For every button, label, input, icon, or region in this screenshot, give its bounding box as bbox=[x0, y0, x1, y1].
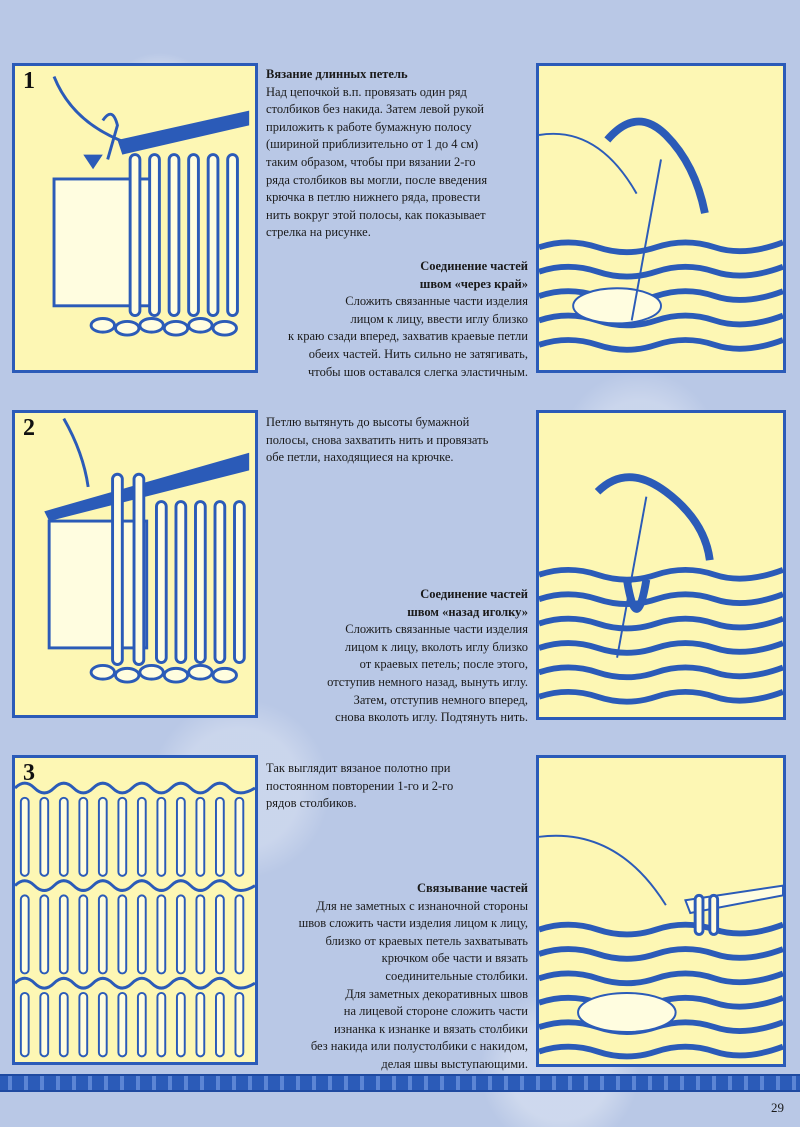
step1-text bbox=[266, 66, 526, 242]
seam2-text bbox=[266, 586, 528, 727]
text-line: Над цепочкой в.п. провязать один ряд bbox=[266, 84, 467, 99]
text-line: крючком обе части и вязать bbox=[381, 951, 528, 966]
seam3-title-line: Связывание частей bbox=[417, 881, 528, 895]
text-line: на лицевой стороне сложить части bbox=[343, 1004, 528, 1019]
text-line: Для не заметных с изнаночной стороны bbox=[316, 898, 528, 913]
text-line: лицом к лицу, ввести иглу близко bbox=[350, 311, 528, 326]
seam1-title-line: швом «через край» bbox=[419, 276, 528, 291]
text-line: обе петли, находящиеся на крючке. bbox=[266, 450, 454, 465]
page-number: 29 bbox=[771, 1100, 784, 1115]
step1-title: Вязание длинных петель bbox=[266, 67, 408, 81]
text-line: рядов столбиков. bbox=[266, 796, 357, 811]
text-line: снова вколоть иглу. Подтянуть нить. bbox=[335, 710, 528, 725]
text-line: чтобы шов оставался слегка эластичным. bbox=[307, 364, 528, 379]
text-line: швов сложить части изделия лицом к лицу, bbox=[298, 916, 528, 931]
text-line: отступив немного назад, вынуть иглу. bbox=[327, 674, 528, 689]
text-line: приложить к работе бумажную полосу bbox=[266, 119, 472, 134]
text-line: от краевых петель; после этого, bbox=[359, 657, 528, 672]
text-line: ряда столбиков вы могли, после введения bbox=[266, 172, 488, 187]
text-line: постоянном повторении 1-го и 2-го bbox=[266, 778, 454, 793]
text-line: к краю сзади вперед, захватив краевые петли bbox=[287, 329, 528, 344]
step2-illustration bbox=[12, 410, 258, 718]
decorative-border bbox=[0, 1074, 800, 1092]
text-line: изнанка к изнанке и вязать столбики bbox=[333, 1021, 528, 1036]
text-line: Для заметных декоративных швов bbox=[345, 986, 528, 1001]
knitted-fabric-diagram bbox=[15, 758, 255, 1062]
step-number: 3 bbox=[23, 760, 35, 786]
text-line: (шириной приблизительно от 1 до 4 см) bbox=[266, 137, 479, 152]
seam2-illustration bbox=[536, 410, 786, 720]
text-line: таким образом, чтобы при вязании 2-го bbox=[266, 154, 476, 169]
text-line: стрелка на рисунке. bbox=[266, 225, 371, 240]
text-line: полосы, снова захватить нить и провязать bbox=[266, 432, 489, 447]
text-line: Так выглядит вязаное полотно при bbox=[266, 761, 451, 775]
text-line: столбиков без накида. Затем левой рукой bbox=[266, 102, 484, 117]
text-line: делая швы выступающими. bbox=[381, 1056, 528, 1071]
text-line: соединительные столбики. bbox=[385, 968, 528, 983]
text-line: Сложить связанные части изделия bbox=[345, 294, 528, 309]
crochet-join-diagram bbox=[539, 758, 783, 1064]
text-line: близко от краевых петель захватывать bbox=[325, 933, 528, 948]
crochet-pull-loop-diagram bbox=[15, 413, 255, 715]
text-line: лицом к лицу, вколоть иглу близко bbox=[344, 639, 528, 654]
text-line: Затем, отступив немного вперед, bbox=[353, 692, 528, 707]
step3-text bbox=[266, 760, 526, 813]
text-line: без накида или полустолбики с накидом, bbox=[310, 1039, 528, 1054]
seam1-title-line: Соединение частей bbox=[420, 259, 528, 273]
text-line: обеих частей. Нить сильно не затягивать, bbox=[308, 346, 528, 361]
step-number: 2 bbox=[23, 415, 35, 441]
text-line: крючка в петлю нижнего ряда, провести bbox=[266, 190, 481, 205]
seam2-title-line: швом «назад иголку» bbox=[407, 604, 528, 619]
step-number: 1 bbox=[23, 68, 35, 94]
crochet-long-loops-diagram bbox=[15, 66, 255, 370]
step1-illustration bbox=[12, 63, 258, 373]
seam1-illustration bbox=[536, 63, 786, 373]
seam3-illustration bbox=[536, 755, 786, 1067]
seam2-title-line: Соединение частей bbox=[420, 587, 528, 601]
text-line: Сложить связанные части изделия bbox=[345, 622, 528, 637]
backstitch-seam-diagram bbox=[539, 413, 783, 717]
step3-illustration bbox=[12, 755, 258, 1065]
step2-text bbox=[266, 414, 526, 467]
text-line: Петлю вытянуть до высоты бумажной bbox=[266, 415, 470, 429]
overcast-seam-diagram bbox=[539, 66, 783, 370]
text-line: нить вокруг этой полосы, как показывает bbox=[266, 207, 486, 222]
seam1-text bbox=[266, 258, 528, 381]
seam3-text bbox=[266, 880, 528, 1074]
